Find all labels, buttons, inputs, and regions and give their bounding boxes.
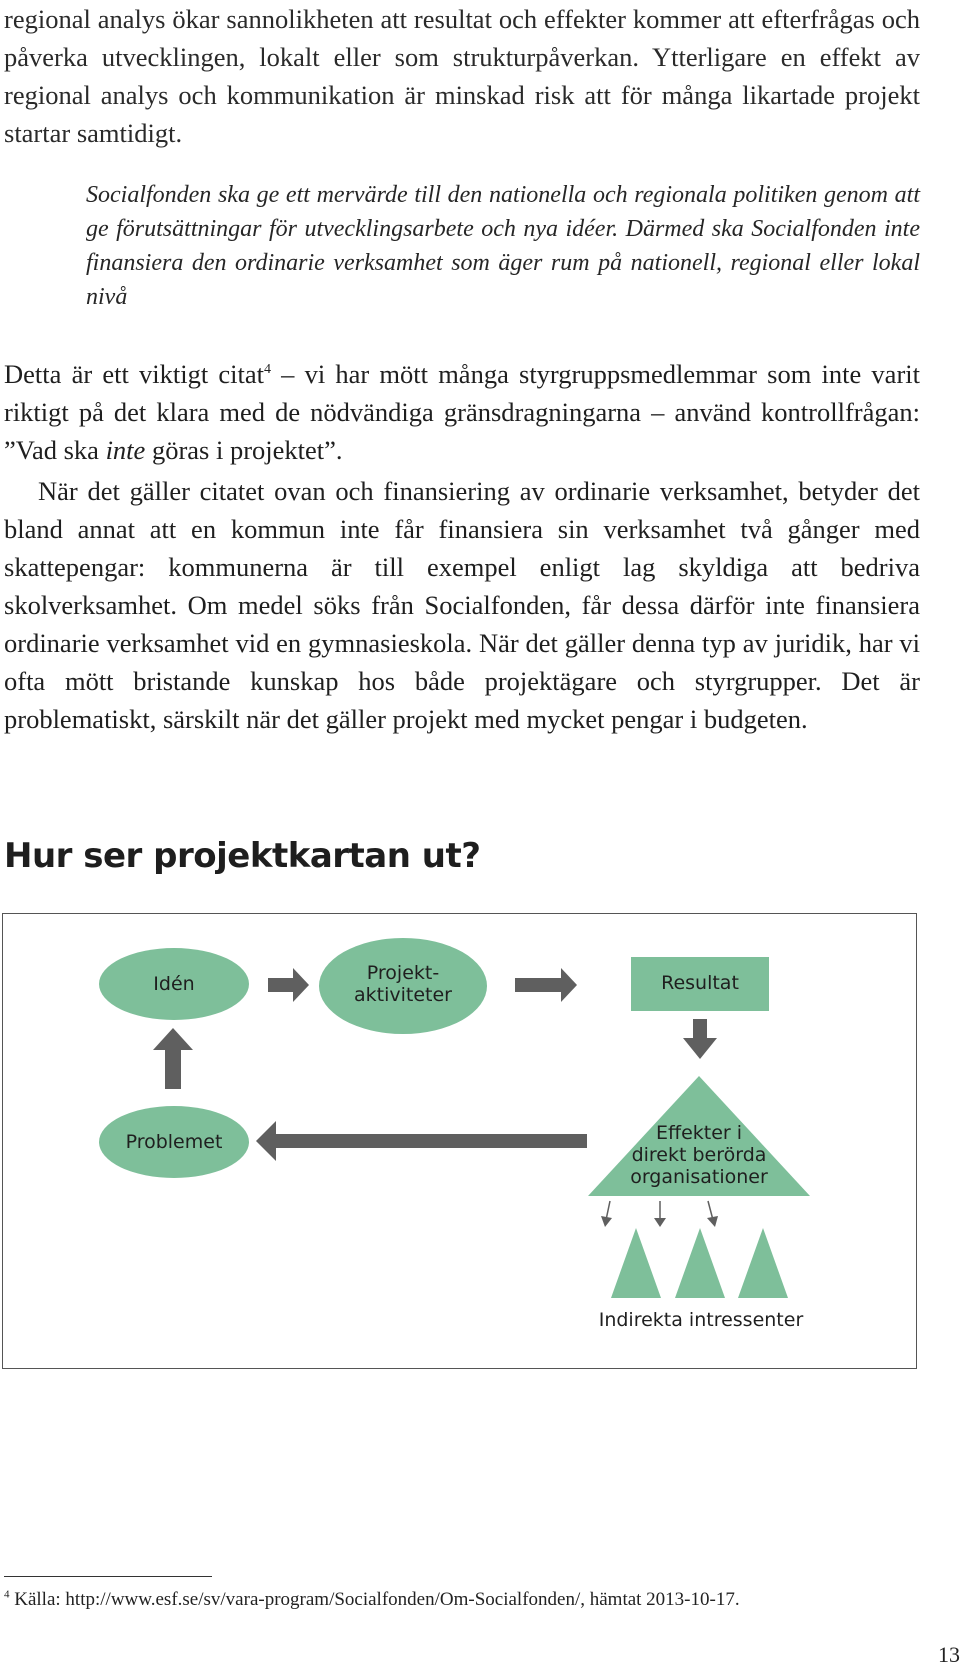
emphasis-text: inte	[105, 435, 146, 465]
footnote-number: 4	[4, 1588, 10, 1601]
small-arrow-down-icon	[654, 1201, 666, 1227]
stakeholder-triangle	[611, 1228, 661, 1298]
footnote-divider	[4, 1576, 212, 1577]
footnote-text: Källa: http://www.esf.se/sv/vara-program/Socialfonden/Om-Socialfonden/, hämtat 2013-10-17.	[9, 1589, 740, 1610]
paragraph-important-quote	[4, 355, 920, 469]
arrow-up-icon	[153, 1028, 193, 1089]
paragraph-financing: När det gäller citatet ovan och finansiering av ordinarie verksamhet, betyder det bland annat att en kommun inte får finansiera sin verksamhet två gånger med skattepengar: kommunerna är till exempel enligt lag skyldiga att bedriva skolverksamhet. Om medel söks från Socialfonden, får dessa därför inte finansiera ordinarie verksamhet vid en gymnasieskola. När det gäller denna typ av juridik, har vi ofta mött bristande kunskap hos både projektägare och styrgrupper. Det är problematiskt, särskilt när det gäller projekt med mycket pengar i budgeten.	[4, 476, 920, 734]
stakeholder-triangle	[738, 1228, 788, 1298]
paragraph-text: göras i projektet”.	[145, 435, 343, 465]
problem-label: Problemet	[125, 1131, 223, 1153]
stakeholder-triangle	[675, 1228, 725, 1298]
paragraph-regional-analysis: regional analys ökar sannolikheten att resultat och effekter kommer att efterfrågas och påverka utvecklingen, lokalt eller som strukturpåverkan. Ytterligare en effekt av regional analys och kommunikation är minskad risk att för många likartade projekt startar samtidigt.	[4, 4, 920, 148]
arrow-left-icon	[256, 1121, 587, 1161]
effects-label-line2: direkt berörda	[631, 1144, 767, 1166]
footnote	[4, 1588, 740, 1612]
small-arrow-down-icon	[601, 1201, 612, 1227]
page-number: 13	[938, 1642, 960, 1667]
activities-label-line1: Projekt-	[366, 962, 440, 984]
paragraph-text: – vi har mött många styrgruppsmedlemmar som inte varit riktigt på det klara med de nödvändiga gränsdragningarna – använd kontrollfrågan: ”Vad ska	[4, 359, 920, 465]
activities-label-line2: aktiviteter	[354, 984, 452, 1006]
arrow-down-icon	[683, 1019, 717, 1059]
footnote-reference: 4	[264, 362, 271, 378]
result-label: Resultat	[661, 972, 739, 994]
paragraph-text: Detta är ett viktigt citat	[4, 359, 264, 389]
section-heading: Hur ser projektkartan ut?	[4, 836, 481, 876]
arrow-right-icon	[515, 968, 577, 1002]
indirect-stakeholders-label: Indirekta intressenter	[598, 1309, 804, 1331]
effects-label-line1: Effekter i	[655, 1122, 743, 1144]
project-map-diagram	[2, 913, 917, 1369]
quote-socialfonden: Socialfonden ska ge ett mervärde till den nationella och regionala politiken genom att ge förutsättningar för utvecklingsarbete och nya idéer. Därmed ska Socialfonden inte finansiera den ordinarie verksamhet som äger rum på nationell, regional eller lokal nivå	[86, 182, 920, 310]
effects-label-line3: organisationer	[630, 1166, 768, 1188]
idea-label: Idén	[153, 973, 195, 995]
arrow-right-icon	[268, 968, 309, 1002]
small-arrow-down-icon	[707, 1201, 718, 1227]
